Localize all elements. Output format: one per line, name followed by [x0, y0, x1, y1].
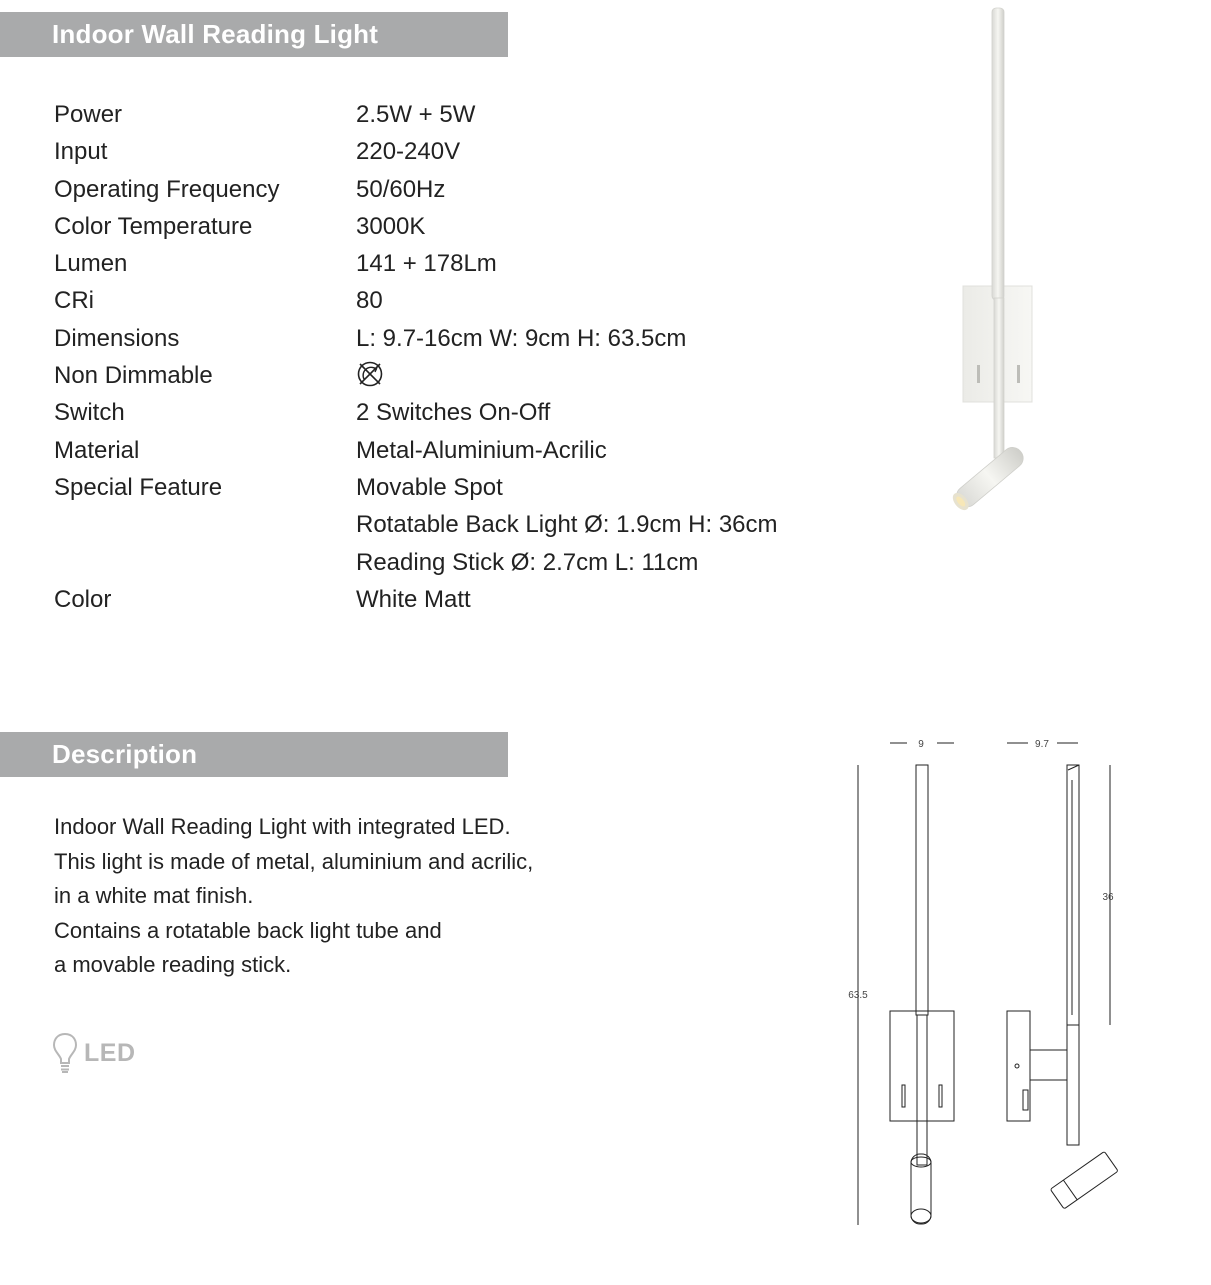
spec-label: Non Dimmable	[54, 362, 213, 390]
spec-label: Lumen	[54, 250, 128, 278]
spec-value: 220-240V	[356, 138, 461, 166]
spec-value: 3000K	[356, 212, 426, 240]
spec-value: 80	[356, 287, 383, 315]
spec-value: Rotatable Back Light Ø: 1.9cm H: 36cm	[356, 511, 778, 539]
spec-label: Special Feature	[54, 473, 223, 501]
product-photo	[900, 0, 1060, 520]
spec-value: 2 Switches On-Off	[356, 399, 551, 427]
width-label: 9	[918, 739, 924, 750]
description-line: in a white mat finish.	[54, 883, 254, 908]
spec-value: Reading Stick Ø: 2.7cm L: 11cm	[356, 548, 699, 576]
bulb-icon	[52, 1031, 78, 1075]
spec-label: Color Temperature	[54, 212, 253, 240]
spec-value: L: 9.7-16cm W: 9cm H: 63.5cm	[356, 324, 687, 352]
spec-value: Movable Spot	[356, 473, 503, 501]
spec-label: Power	[54, 101, 123, 128]
spec-value: White Matt	[356, 585, 471, 613]
description-heading: Description	[52, 739, 198, 769]
depth-label: 9.7	[1035, 739, 1049, 750]
height-label: 63.5	[848, 990, 868, 1001]
spec-label: Switch	[54, 399, 125, 427]
spec-value: 50/60Hz	[356, 175, 446, 203]
title-bar	[0, 12, 508, 57]
description-bar	[0, 732, 508, 777]
spec-label: Input	[54, 138, 108, 166]
technical-drawing	[840, 730, 1150, 1240]
spec-value: 2.5W + 5W	[356, 101, 476, 128]
description-line: This light is made of metal, aluminium and acrilic,	[54, 848, 534, 874]
spec-value	[356, 357, 384, 394]
page-title: Indoor Wall Reading Light	[52, 19, 379, 49]
non-dimmable-icon	[356, 360, 384, 388]
spec-label: Operating Frequency	[54, 175, 280, 203]
description-text	[54, 810, 533, 983]
spec-label: Color	[54, 585, 112, 613]
description-line: a movable reading stick.	[54, 952, 292, 977]
led-badge	[52, 1030, 136, 1076]
tube-height-label: 36	[1102, 892, 1114, 903]
spec-label: Material	[54, 436, 140, 464]
led-label: LED	[84, 1038, 136, 1067]
spec-value: Metal-Aluminium-Acrilic	[356, 436, 607, 464]
description-line: Contains a rotatable back light tube and	[54, 917, 442, 943]
spec-value: 141 + 178Lm	[356, 250, 497, 278]
description-line: Indoor Wall Reading Light with integrated LED.	[54, 814, 511, 839]
spec-label: Dimensions	[54, 324, 180, 352]
spec-label: CRi	[54, 287, 94, 315]
